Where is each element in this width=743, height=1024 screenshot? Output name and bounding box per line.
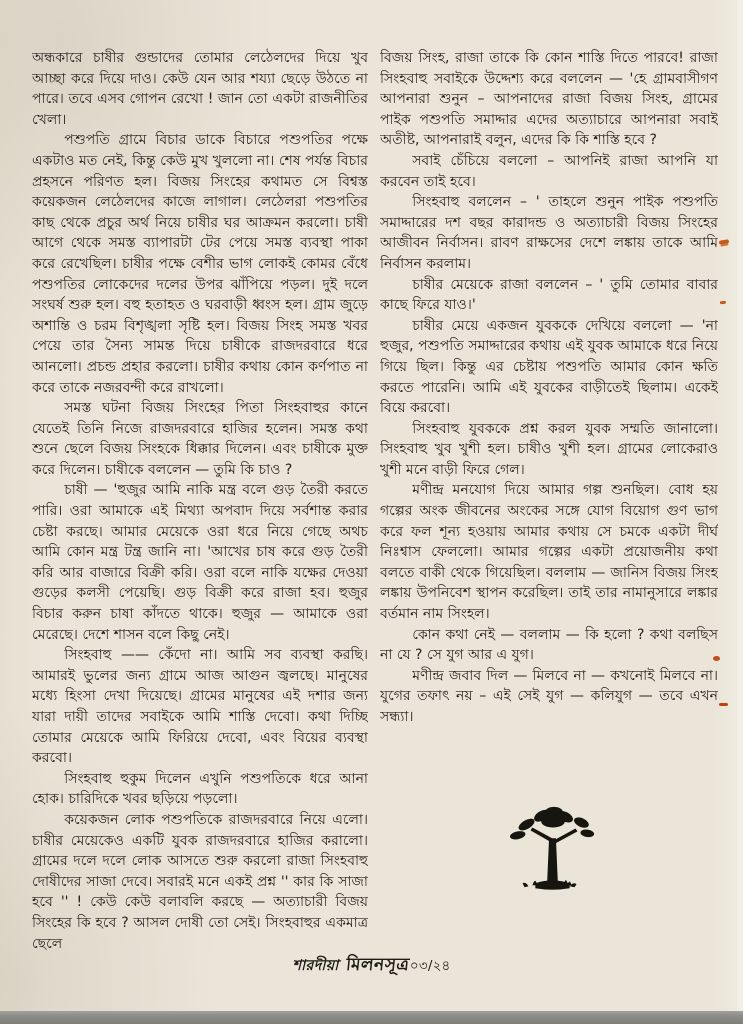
- footer-series-label: শারদীয়া: [292, 958, 339, 974]
- paragraph: সমস্ত ঘটনা বিজয় সিংহের পিতা সিংহবাহুর কানে যেতেই তিনি নিজে রাজদরবারে হাজির হলেন। সমস্ত কথা শুনে ছেলে বিজয় সিংহকে ধিক্কার দিলেন। এবং চাষীকে মুক্ত করে দিলেন। চাষীকে বললেন — তুমি কি চাও ?: [32, 400, 368, 478]
- scan-edge-shadow: [0, 1011, 743, 1024]
- scan-edge-highlight: [738, 0, 743, 1011]
- footer-page-number: ০৩/২৪: [409, 958, 451, 974]
- paragraph: কোন কথা নেই — বললাম — কি হলো ? কথা বলছিস না যে ? সে যুগ আর এ যুগ।: [380, 626, 718, 664]
- paragraph: সিংহবাহু বললেন – ' তাহলে শুনুন পাইক পশুপতি সমাদ্দারের দশ বছর কারাদন্ড ও অত্যাচারী বিজয় সিংহের আজীবন নির্বাসন। রাবণ রাক্ষসের দেশে লঙ্কায় তাকে আমি নির্বাসন করলাম।: [380, 194, 718, 272]
- paragraph: অন্ধকারে চাষীর গুন্ডাদের তোমার লেঠেলদের দিয়ে খুব আচ্ছা করে দিয়ে দাও। কেউ যেন আর শয্যা ছেড়ে উঠতে না পারে। তবে এসব গোপন রেখো ! জান তো একটা রাজনীতির খেলা।: [32, 50, 368, 128]
- paragraph: সবাই চেঁচিয়ে বললো – আপনিই রাজা আপনি যা করবেন তাই হবে।: [380, 152, 718, 190]
- ink-stain: [719, 239, 730, 245]
- publisher-emblem: [497, 798, 607, 902]
- paragraph: মণীন্দ্র মনযোগ দিয়ে আমার গল্প শুনছিল। বোধ হয় গল্পের অংক জীবনের অংকের সঙ্গে যোগ বিয়োগ গুণ ভাগ করে ফল শূন্য হওয়ায় আমার কথায় সে চমকে একটা দীর্ঘ নিঃশ্বাস ফেললো। আমার গল্পের একটা প্রয়োজনীয় কথা বলতে বাকী থেকে গিয়েছিল। বললাম — জানিস বিজয় সিংহ লঙ্কায় উপনিবেশ স্থাপন করেছিল। তাই তার নামানুসারে লঙ্কার বর্তমান নাম সিংহল।: [380, 482, 718, 623]
- paragraph: কয়েকজন লোক পশুপতিকে রাজদরবারে নিয়ে এলো। চাষীর মেয়েকেও একটি যুবক রাজদরবারে হাজির করালো। গ্রামের দলে দলে লোক আসতে শুরু করলো রাজা সিংহবাহু দোষীদের সাজা দেবে। সবারই মনে একই প্রশ্ন '' কার কি সাজা হবে '' ! কেউ কেউ বলাবলি করছে — অত্যাচারী বিজয় সিংহের কি হবে ? আসল দোষী তো সেই। সিংহবাহুর একমাত্র ছেলে: [32, 811, 368, 952]
- ink-stain: [720, 301, 726, 305]
- ink-stain: [713, 656, 720, 661]
- paragraph: সিংহবাহু যুবককে প্রশ্ন করল যুবক সম্মতি জানালো। সিংহবাহু খুব খুশী হল। চাষীও খুশী হল। গ্রামের লোকেরাও খুশী মনে বাড়ী ফিরে গেল।: [380, 420, 718, 478]
- paragraph: চাষীর মেয়ে একজন যুবককে দেখিয়ে বললো — 'না হুজুর, পশুপতি সমাদ্দারের কথায় এই যুবক আমাকে ধরে নিয়ে গিয়ে ছিল। কিন্তু এর চেষ্টায় পশুপতি আমার কোন ক্ষতি করতে পারেনি। আমি এই যুবকের বাড়ীতেই ছিলাম। একেই বিয়ে করবো।: [380, 317, 718, 417]
- paragraph: বিজয় সিংহ, রাজা তাকে কি কোন শাস্তি দিতে পারবে! রাজা সিংহবাহু সবাইকে উদ্দেশ্য করে বললেন — 'হে গ্রামবাসীগণ আপনারা শুনুন – আপনাদের রাজা বিজয় সিংহ, গ্রামের পাইক পশুপতি সমাদ্দার এদের অত্যাচারে আপনারা সবাই অতীষ্ট, আপনারাই বলুন, এদের কি কি শাস্তি হবে ?: [380, 50, 718, 149]
- paragraph: সিংহবাহু —— কেঁদো না। আমি সব ব্যবস্থা করছি। আমারই ভুলের জন্য গ্রামে আজ আগুন জ্বলছে। মানুষের মধ্যে হিংসা দেখা দিয়েছে। গ্রামের মানুষের এই দশার জন্য যারা দায়ী তাদের সবাইকে আমি শাস্তি দেবো। কথা দিচ্ছি তোমার মেয়েকে আমি ফিরিয়ে দেবো, এবং বিয়ের ব্যবস্থা করবো।: [32, 647, 368, 767]
- paragraph: মণীন্দ্র জবাব দিল — মিলবে না — কখনোই মিলবে না। যুগের তফাৎ নয় – এই সেই যুগ — কলিযুগ — তবে এখন সন্ধ্যা।: [380, 667, 718, 725]
- tree-icon: [502, 801, 602, 899]
- paragraph: পশুপতি গ্রামে বিচার ডাকে বিচারে পশুপতির পক্ষে একটাও মত নেই, কিন্তু কেউ মুখ খুললো না। শেষ পর্যন্ত বিচার প্রহসনে পরিণত হল। বিজয় সিংহের কথামত সে বিশ্বস্ত কয়েকজন লেঠেলদের কাজে লাগাল। লেঠেলরা পশুপতির কাছ থেকে প্রচুর অর্থ নিয়ে চাষীর ঘর আক্রমন করলো। চাষী আগে থেকে সমস্ত ব্যাপারটা টের পেয়ে সমস্ত ব্যবস্থা পাকা করে রেখেছিল। চাষীর পক্ষে বেশীর ভাগ লোকই কোমর বেঁধে পশুপতির লোকেদের দলের উপর ঝাঁপিয়ে পড়ল। দুই দলে সংঘর্ষ শুরু হল। বহু হতাহত ও ঘরবাড়ী ধ্বংস হল। গ্রাম জুড়ে অশান্তি ও চরম বিশৃঙ্খলা সৃষ্টি হল। বিজয় সিংহ সমস্ত খবর পেয়ে তার সৈন্য সামন্ত দিয়ে চাষীকে রাজদরবারে ধরে আনলো। প্রচন্ড প্রহার করলো। চাষীর কথায় কোন কর্ণপাত না করে তাকে নজরবন্দী করে রাখলো।: [32, 132, 368, 396]
- ink-stain: [719, 703, 728, 706]
- page-footer: [0, 952, 743, 980]
- text-column-left: [32, 48, 368, 966]
- paragraph: চাষী — 'হুজুর আমি নাকি মন্ত্র বলে গুড় তৈরী করতে পারি। ওরা আমাকে এই মিথ্যা অপবাদ দিয়ে সর্বশান্ত করার চেষ্টা করছে। আমার মেয়েকে ওরা ধরে নিয়ে গেছে অথচ আমি কোন মন্ত্র টন্ত্র জানি না। 'আখের চাষ করে গুড় তৈরী করি আর বাজারে বিক্রী করি। ওরা বলে নাকি যক্ষের দেওয়া গুড়ের কলসী পেয়েছি। গুড় বিক্রী করে রাজা হব। হুজুর বিচার করুন চাষা কাঁদতে থাকে। হুজুর — আমাকে ওরা মেরেছে। দেশে শাসন বলে কিছু নেই।: [32, 482, 368, 643]
- footer-magazine-name: মিলনসূত্র: [344, 955, 411, 975]
- paragraph: সিংহবাহু হুকুম দিলেন এখুনি পশুপতিকে ধরে আনা হোক। চারিদিকে খবর ছড়িয়ে পড়লো।: [32, 770, 368, 808]
- paragraph: চাষীর মেয়েকে রাজা বললেন – ' তুমি তোমার বাবার কাছে ফিরে যাও।': [380, 276, 718, 314]
